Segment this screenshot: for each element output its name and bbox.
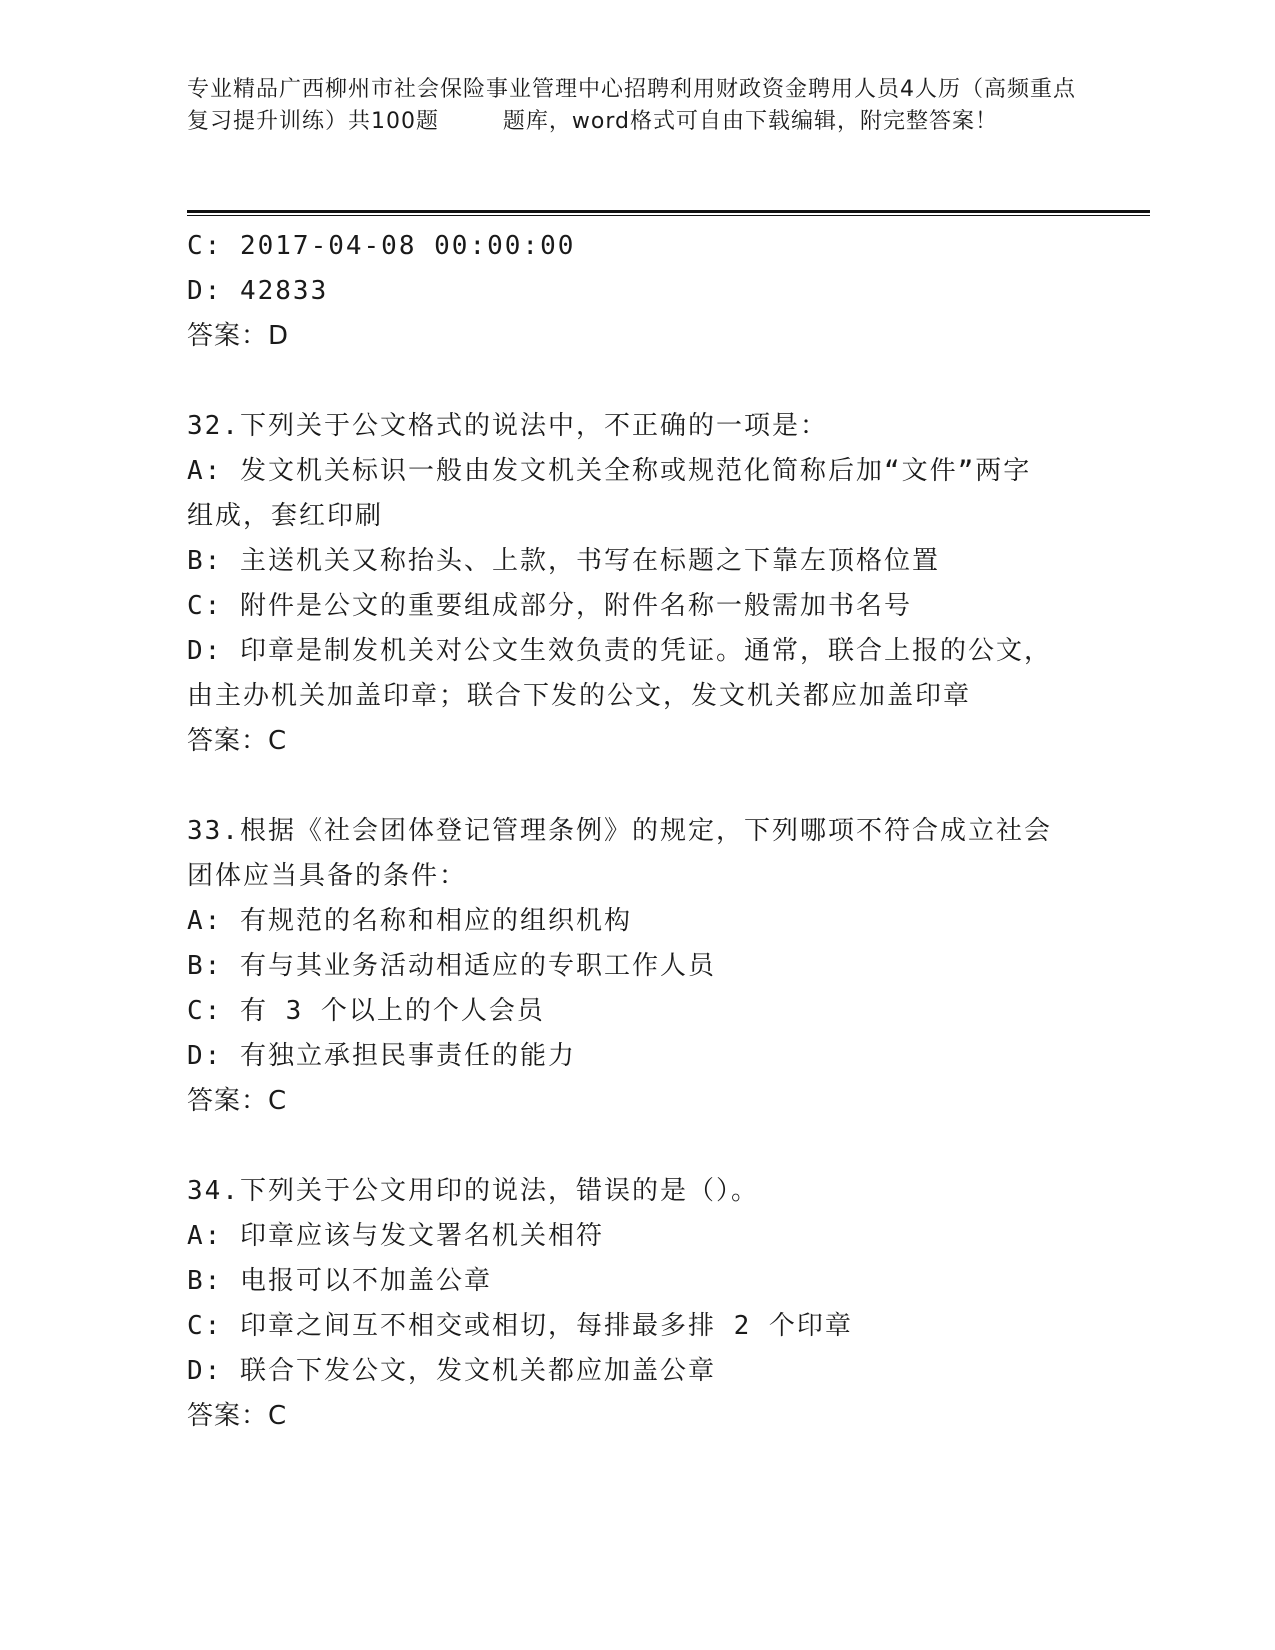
option-a-continued: 组成，套红印刷 (187, 501, 384, 531)
question-content (187, 224, 1087, 1439)
option-d-continued: 由主办机关加盖印章；联合下发的公文，发文机关都应加盖印章 (187, 681, 972, 711)
question-stem-continued: 团体应当具备的条件： (187, 861, 468, 891)
option-b: B: 电报可以不加盖公章 (187, 1266, 492, 1296)
answer: 答案：C (187, 726, 288, 756)
answer: 答案：D (187, 321, 290, 351)
option-b: B: 主送机关又称抬头、上款，书写在标题之下靠左顶格位置 (187, 546, 940, 576)
question-stem: 34.下列关于公文用印的说法，错误的是（）。 (187, 1176, 759, 1206)
option-c: C: 印章之间互不相交或相切，每排最多排 2 个印章 (187, 1311, 853, 1341)
option-c: C: 2017-04-08 00:00:00 (187, 231, 576, 261)
option-b: B: 有与其业务活动相适应的专职工作人员 (187, 951, 716, 981)
option-c: C: 有 3 个以上的个人会员 (187, 996, 545, 1026)
option-a: A: 有规范的名称和相应的组织机构 (187, 906, 632, 936)
question-stem: 33.根据《社会团体登记管理条例》的规定，下列哪项不符合成立社会 (187, 816, 1052, 846)
option-d: D: 42833 (187, 276, 329, 306)
question-34 (187, 1169, 1087, 1439)
option-d: D: 有独立承担民事责任的能力 (187, 1041, 576, 1071)
question-stem: 32.下列关于公文格式的说法中，不正确的一项是： (187, 411, 828, 441)
question-32 (187, 404, 1087, 764)
answer: 答案：C (187, 1401, 288, 1431)
option-c: C: 附件是公文的重要组成部分，附件名称一般需加书名号 (187, 591, 912, 621)
header-divider-thin (187, 215, 1150, 216)
question-33 (187, 809, 1087, 1124)
option-d: D: 印章是制发机关对公文生效负责的凭证。通常，联合上报的公文， (187, 636, 1052, 666)
option-a: A: 印章应该与发文署名机关相符 (187, 1221, 604, 1251)
option-d: D: 联合下发公文，发文机关都应加盖公章 (187, 1356, 716, 1386)
answer: 答案：C (187, 1086, 288, 1116)
question-31 (187, 224, 1087, 359)
header-divider (187, 210, 1150, 213)
option-a: A: 发文机关标识一般由发文机关全称或规范化简称后加“文件”两字 (187, 456, 1032, 486)
document-header: 专业精品广西柳州市社会保险事业管理中心招聘利用财政资金聘用人员4人历（高频重点复习提升训练）共100题 题库，word格式可自由下载编辑，附完整答案！ (187, 77, 1076, 134)
